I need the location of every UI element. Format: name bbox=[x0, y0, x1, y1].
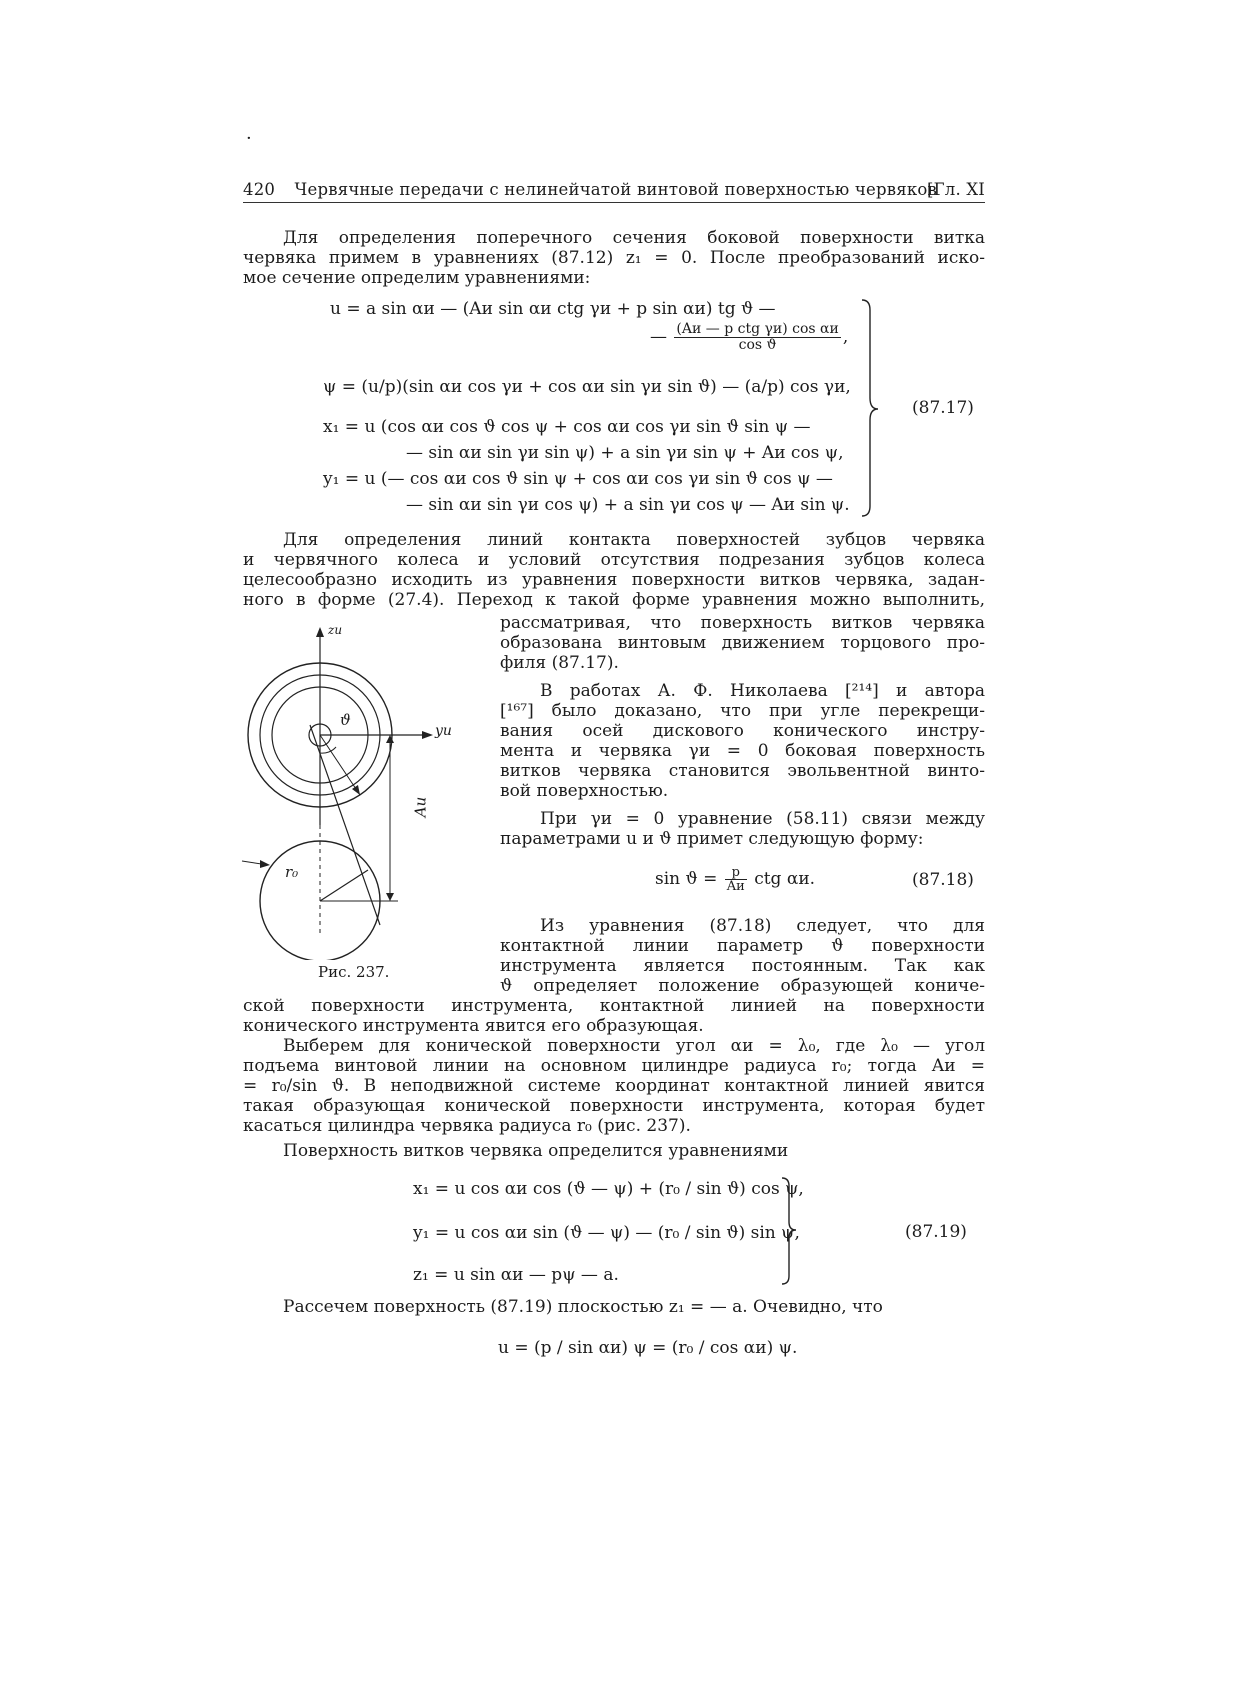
text-line: витков червяка становится эвольвентной винто- bbox=[500, 761, 985, 781]
text-line: Из уравнения (87.18) следует, что для bbox=[540, 916, 985, 936]
text-line: вания осей дискового конического инстру- bbox=[500, 721, 985, 741]
text-line: = r₀/sin ϑ. В неподвижной системе координат контактной линией явится bbox=[243, 1076, 985, 1096]
fraction-numerator: p bbox=[725, 866, 747, 880]
text-line: При γи = 0 уравнение (58.11) связи между bbox=[540, 809, 985, 829]
equation-87-17-line-3: ψ = (u/p)(sin αи cos γи + cos αи sin γи sin ϑ) — (a/p) cos γи, bbox=[323, 377, 851, 397]
text-line: рассматривая, что поверхность витков червяка bbox=[500, 613, 985, 633]
equation-number-87-18: (87.18) bbox=[912, 870, 974, 890]
equation-87-17-line-7: — sin αи sin γи cos ψ) + a sin γи cos ψ — Aи sin ψ. bbox=[406, 495, 850, 515]
equation-87-17-line-5: — sin αи sin γи sin ψ) + a sin γи sin ψ + Aи cos ψ, bbox=[406, 443, 844, 463]
running-header bbox=[243, 180, 985, 203]
fraction-denominator: Aи bbox=[726, 879, 745, 894]
text-line: ϑ определяет положение образующей кониче- bbox=[500, 976, 985, 996]
text-line: такая образующая конической поверхности инструмента, которая будет bbox=[243, 1096, 985, 1116]
text-line: филя (87.17). bbox=[500, 653, 619, 673]
equation-final: u = (p / sin αи) ψ = (r₀ / cos αи) ψ. bbox=[498, 1338, 798, 1358]
text-line: касаться цилиндра червяка радиуса r₀ (рис. 237). bbox=[243, 1116, 691, 1136]
equation-87-17-line-1: u = a sin αи — (Aи sin αи ctg γи + p sin αи) tg ϑ — bbox=[330, 299, 776, 319]
text-line: червяка примем в уравнениях (87.12) z₁ = 0. После преобразований иско- bbox=[243, 248, 985, 268]
text-line: ской поверхности инструмента, контактной линией на поверхности bbox=[243, 996, 985, 1016]
text-line: контактной линии параметр ϑ поверхности bbox=[500, 936, 985, 956]
text-line: образована винтовым движением торцового про- bbox=[500, 633, 985, 653]
equation-number-87-17: (87.17) bbox=[912, 398, 974, 418]
paragraph-6 bbox=[243, 1036, 985, 1136]
equation-87-17-line-4: x₁ = u (cos αи cos ϑ cos ψ + cos αи cos γи sin ϑ sin ψ — bbox=[323, 417, 811, 437]
text-line: Для определения поперечного сечения боковой поверхности витка bbox=[283, 228, 985, 248]
equation-87-17-line-2: — $\frac{\text{(Aи — p ctg γи) cos αи}}{\text{cos ϑ}}$ , bbox=[650, 321, 849, 353]
text-line: ного в форме (27.4). Переход к такой форме уравнения можно выполнить, bbox=[243, 590, 985, 610]
figure-237 bbox=[240, 625, 480, 960]
text-line: подъема винтовой линии на основном цилиндре радиуса r₀; тогда Aи = bbox=[243, 1056, 985, 1076]
text-line: вой поверхностью. bbox=[500, 781, 669, 801]
chapter-label: [Гл. XI bbox=[927, 180, 985, 199]
brace-87-19 bbox=[780, 1176, 806, 1288]
paragraph-4 bbox=[500, 809, 985, 849]
figure-label-a: Aи bbox=[411, 796, 430, 818]
paragraph-8 bbox=[283, 1297, 933, 1317]
eq-lhs: sin ϑ = bbox=[655, 869, 718, 889]
equation-number-87-19: (87.19) bbox=[905, 1222, 967, 1242]
paragraph-3 bbox=[500, 681, 985, 801]
text-line: В работах А. Ф. Николаева [²¹⁴] и автора bbox=[540, 681, 985, 701]
text-line: Выберем для конической поверхности угол αи = λ₀, где λ₀ — угол bbox=[283, 1036, 985, 1056]
text-line: Рассечем поверхность (87.19) плоскостью z₁ = — a. Очевидно, что bbox=[283, 1297, 883, 1317]
text-line: и червячного колеса и условий отсутствия подрезания зубцов колеса bbox=[243, 550, 985, 570]
eq-rhs: ctg αи. bbox=[754, 869, 816, 889]
fraction-denominator: cos ϑ bbox=[738, 337, 777, 353]
equation-87-18 bbox=[655, 866, 815, 893]
figure-label-z: zи bbox=[328, 623, 343, 637]
paragraph-5-continued bbox=[243, 996, 985, 1036]
text-line: мое сечение определим уравнениями: bbox=[243, 268, 591, 288]
paragraph-5 bbox=[500, 916, 985, 996]
text-line: параметрами u и ϑ примет следующую форму: bbox=[500, 829, 924, 849]
fraction-numerator: (Aи — p ctg γи) cos αи bbox=[676, 321, 839, 337]
figure-label-y: yи bbox=[435, 723, 452, 739]
text-line: инструмента является постоянным. Так как bbox=[500, 956, 985, 976]
figure-caption: Рис. 237. bbox=[318, 963, 390, 981]
equation-87-17-line-6: y₁ = u (— cos αи cos ϑ sin ψ + cos αи cos γи sin ϑ cos ψ — bbox=[323, 469, 833, 489]
figure-label-r: r₀ bbox=[285, 863, 299, 881]
text-line: Для определения линий контакта поверхностей зубцов червяка bbox=[283, 530, 985, 550]
paragraph-1 bbox=[243, 228, 985, 288]
page-number: 420 bbox=[243, 180, 276, 199]
paragraph-7 bbox=[283, 1141, 983, 1161]
running-title: Червячные передачи с нелинейчатой винтовой поверхностью червяков bbox=[294, 180, 937, 199]
text-line: [¹⁶⁷] было доказано, что при угле перекрещи- bbox=[500, 701, 985, 721]
text-line: конического инструмента явится его образующая. bbox=[243, 1016, 704, 1036]
brace-87-17 bbox=[860, 298, 890, 520]
scan-speck: · bbox=[246, 128, 252, 149]
text-line: целесообразно исходить из уравнения поверхности витков червяка, задан- bbox=[243, 570, 985, 590]
paragraph-2-continued bbox=[500, 613, 985, 673]
paragraph-2 bbox=[243, 530, 985, 610]
text-line: мента и червяка γи = 0 боковая поверхность bbox=[500, 741, 985, 761]
equation-87-19-line-1: x₁ = u cos αи cos (ϑ — ψ) + (r₀ / sin ϑ) cos ψ, bbox=[413, 1179, 804, 1199]
equation-87-19-line-2: y₁ = u cos αи sin (ϑ — ψ) — (r₀ / sin ϑ) sin ψ, bbox=[413, 1223, 800, 1243]
text-line: Поверхность витков червяка определится уравнениями bbox=[283, 1141, 789, 1161]
figure-label-theta: ϑ bbox=[340, 711, 351, 729]
equation-87-19-line-3: z₁ = u sin αи — pψ — a. bbox=[413, 1265, 619, 1285]
